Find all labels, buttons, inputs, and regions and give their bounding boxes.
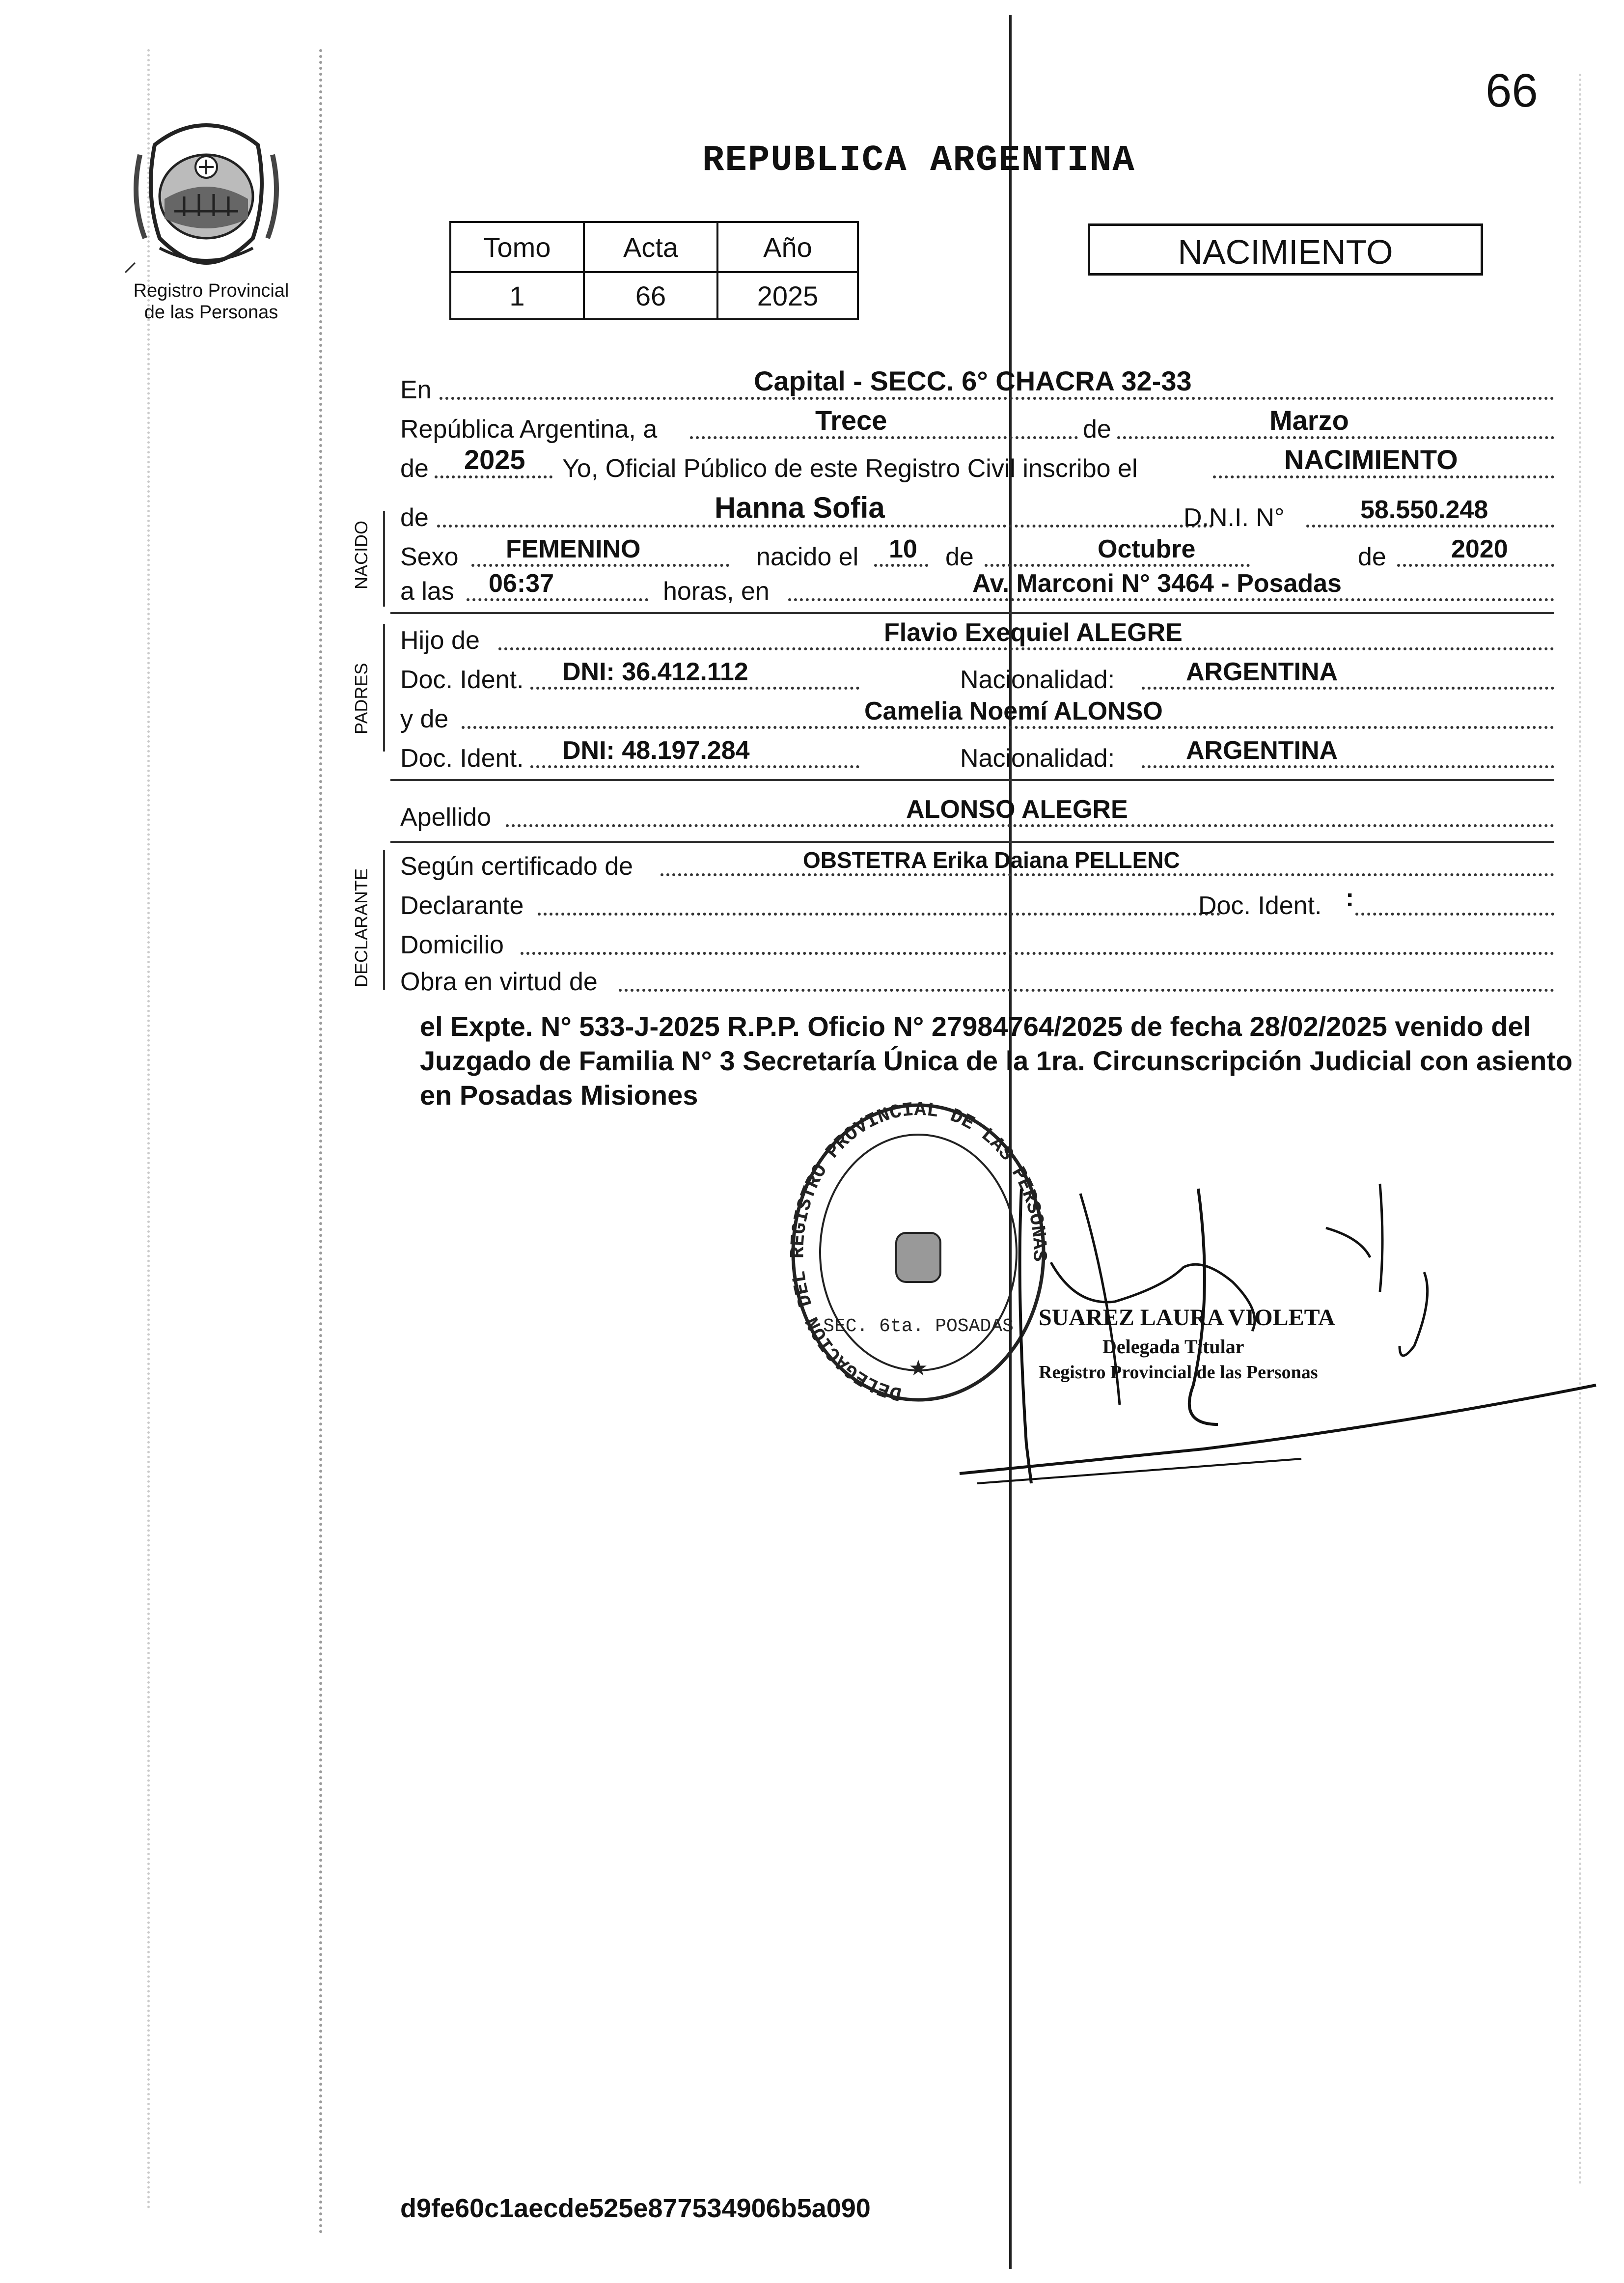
- label-sexo: Sexo: [400, 543, 459, 571]
- value-tipo-inscripcion: NACIMIENTO: [1284, 444, 1458, 475]
- form-row-madre-doc: [400, 737, 1554, 776]
- table-header-tomo: Tomo: [450, 222, 584, 272]
- label-en: En: [400, 376, 432, 404]
- form-row-domicilio: [400, 923, 1554, 963]
- binding-dots: [319, 49, 326, 2235]
- tomo-acta-anio-table: [449, 221, 859, 320]
- value-lugar-inscripcion: Capital - SECC. 6° CHACRA 32-33: [754, 365, 1192, 396]
- form-row-oficial: [400, 444, 1554, 486]
- registry-caption: Registro Provincial de las Personas: [133, 280, 289, 323]
- form-row-certificado: [400, 845, 1554, 884]
- value-madre-doc: DNI: 48.197.284: [562, 736, 750, 765]
- value-nac-mes: Octubre: [1098, 535, 1196, 563]
- record-type-box: NACIMIENTO: [1088, 223, 1483, 276]
- value-apellido: ALONSO ALEGRE: [906, 795, 1128, 824]
- page-number: 66: [1486, 64, 1538, 117]
- label-nac-de2: de: [1358, 543, 1386, 571]
- value-padre-nacionalidad: ARGENTINA: [1186, 658, 1338, 686]
- value-padre: Flavio Exequiel ALEGRE: [884, 618, 1183, 647]
- value-hora: 06:37: [489, 569, 554, 598]
- label-de-mes: de: [1083, 415, 1111, 444]
- label-padre-doc: Doc. Ident.: [400, 666, 524, 694]
- label-madre-nacionalidad: Nacionalidad:: [960, 744, 1115, 773]
- value-padre-doc: DNI: 36.412.112: [562, 658, 748, 686]
- form-row-padre-doc: [400, 658, 1554, 697]
- handwritten-signature: [958, 1169, 1601, 1493]
- value-nac-dia: 10: [889, 535, 917, 563]
- value-mes: Marzo: [1269, 405, 1349, 436]
- label-nacido-el: nacido el: [756, 543, 859, 571]
- label-domicilio: Domicilio: [400, 931, 504, 959]
- table-cell-tomo: 1: [450, 272, 584, 319]
- label-segun-certificado: Según certificado de: [400, 852, 633, 881]
- side-label-nacido: NACIDO: [351, 520, 371, 589]
- label-oficial-text: Yo, Oficial Público de este Registro Civil inscribo el: [562, 454, 1138, 483]
- label-a-las: a las: [400, 577, 454, 606]
- section-bracket-padres: [383, 624, 385, 752]
- form-row-obra: [400, 960, 1554, 1000]
- value-madre: Camelia Noemí ALONSO: [864, 697, 1163, 725]
- form-row-fecha: [400, 405, 1554, 447]
- label-republica: República Argentina, a: [400, 415, 658, 444]
- observaciones-text: el Expte. N° 533-J-2025 R.P.P. Oficio N° 27984764/2025 de fecha 28/02/2025 venido del Juzgado de Familia N° 3 Secretaría Única de la 1ra. Circunscripción Judicial con asiento en Posadas Misiones: [420, 1011, 1573, 1111]
- form-row-nombre: [400, 491, 1554, 535]
- stamp-ring-text: DELEGACION DEL REGISTRO PROVINCIAL DE LAS PERSONAS: [787, 1100, 1050, 1404]
- label-nac-de1: de: [945, 543, 974, 571]
- scan-dots-right: [1579, 74, 1584, 2186]
- label-de-nombre: de: [400, 503, 429, 532]
- section-bracket-nacido: [383, 511, 385, 607]
- signature-name: SUAREZ LAURA VIOLETA: [1039, 1305, 1335, 1331]
- label-horas-en: horas, en: [663, 577, 770, 606]
- value-nombre: Hanna Sofia: [715, 491, 885, 524]
- table-cell-anio: 2025: [717, 272, 858, 319]
- table-header-acta: Acta: [584, 222, 717, 272]
- side-label-padres: PADRES: [351, 663, 371, 734]
- stamp-inner-text: SEC. 6ta. POSADAS: [823, 1316, 1014, 1337]
- form-row-en: [400, 365, 1554, 408]
- signature-role: Delegada Titular: [1102, 1336, 1244, 1358]
- value-anio: 2025: [464, 444, 525, 475]
- table-cell-acta: 66: [584, 272, 717, 319]
- side-label-declarante: DECLARANTE: [351, 868, 371, 987]
- label-madre-doc: Doc. Ident.: [400, 744, 524, 773]
- scan-dots-left: [147, 49, 153, 2210]
- label-declarante: Declarante: [400, 891, 524, 920]
- signature-org: Registro Provincial de las Personas: [1039, 1362, 1318, 1383]
- label-hijo-de: Hijo de: [400, 626, 480, 655]
- label-dni: D.N.I. N°: [1184, 503, 1285, 532]
- form-row-declarante: [400, 884, 1554, 923]
- form-row-apellido: [400, 796, 1554, 835]
- value-certificado: OBSTETRA Erika Daiana PELLENC: [803, 847, 1180, 873]
- label-obra-en-virtud: Obra en virtud de: [400, 968, 598, 996]
- value-declarante-doc: :: [1346, 884, 1354, 912]
- value-lugar-nacimiento: Av. Marconi N° 3464 - Posadas: [972, 569, 1342, 598]
- value-sexo: FEMENINO: [506, 535, 641, 563]
- table-header-anio: Año: [717, 222, 858, 272]
- form-row-hora: [400, 570, 1554, 609]
- section-bracket-declarante: [383, 850, 385, 990]
- form-row-madre: [400, 697, 1554, 737]
- value-nac-anio: 2020: [1451, 535, 1508, 563]
- misiones-seal-logo: [125, 115, 287, 273]
- label-declarante-doc: Doc. Ident.: [1198, 891, 1322, 920]
- label-de-anio: de: [400, 454, 429, 483]
- svg-text:★: ★: [908, 1356, 928, 1380]
- label-padre-nacionalidad: Nacionalidad:: [960, 666, 1115, 694]
- value-madre-nacionalidad: ARGENTINA: [1186, 736, 1338, 765]
- label-y-de: y de: [400, 705, 449, 733]
- label-apellido: Apellido: [400, 803, 492, 832]
- document-title: REPUBLICA ARGENTINA: [702, 140, 1135, 181]
- document-hash: d9fe60c1aecde525e877534906b5a090: [400, 2194, 871, 2223]
- form-row-padre: [400, 619, 1554, 658]
- value-dia-letras: Trece: [815, 405, 887, 436]
- value-dni: 58.550.248: [1360, 496, 1488, 524]
